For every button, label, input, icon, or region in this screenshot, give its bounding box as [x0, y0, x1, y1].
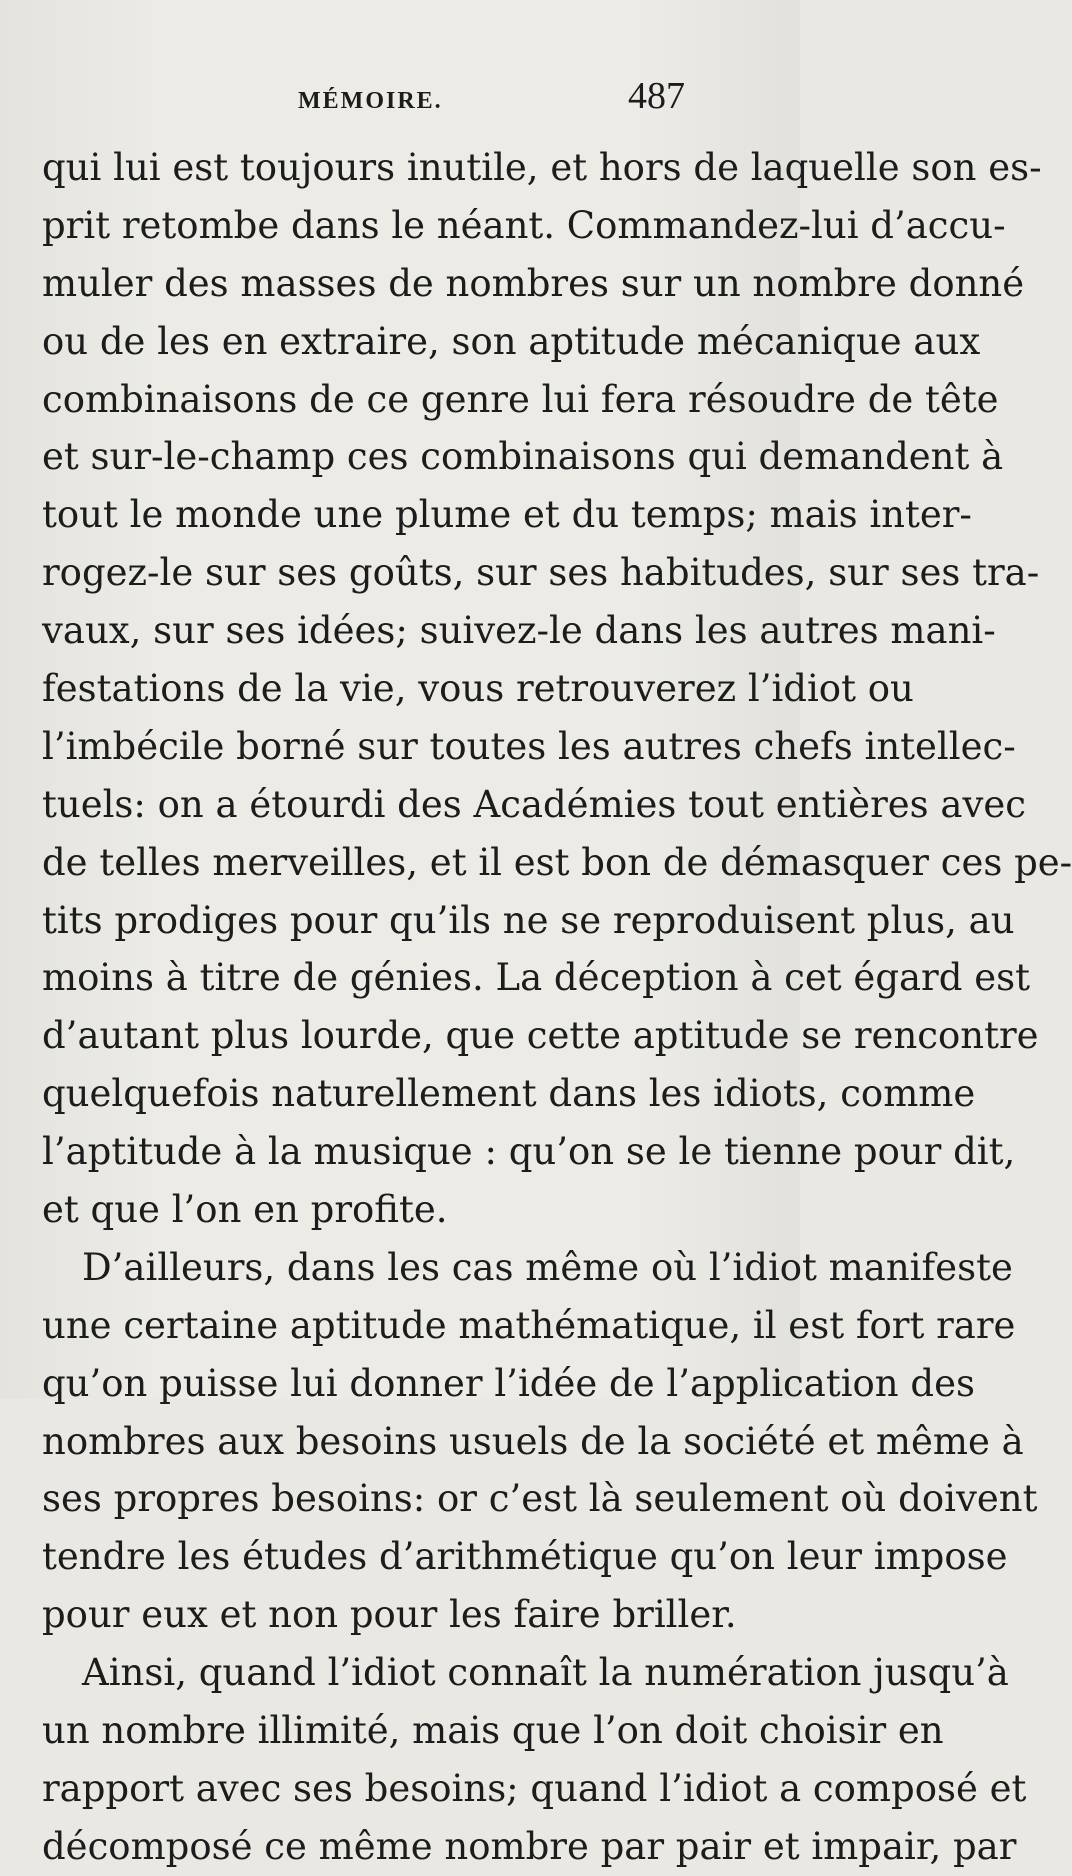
text-line: et sur-le-champ ces combinaisons qui demandent à — [42, 435, 1004, 479]
text-line: rapport avec ses besoins; quand l’idiot a composé et — [42, 1766, 1027, 1810]
text-line: tout le monde une plume et du temps; mais inter- — [42, 493, 972, 537]
text-line: festations de la vie, vous retrouverez l’idiot ou — [42, 667, 914, 711]
paragraph-end-line: pour eux et non pour les faire briller. — [42, 1593, 737, 1637]
text-line: rogez-le sur ses goûts, sur ses habitudes, sur ses tra- — [42, 551, 1040, 595]
text-line: qu’on puisse lui donner l’idée de l’application des — [42, 1361, 975, 1405]
text-line: prit retombe dans le néant. Commandez-lui d’accu- — [42, 203, 1006, 247]
text-line: de telles merveilles, et il est bon de démasquer ces pe- — [42, 840, 1072, 884]
text-line: l’aptitude à la musique : qu’on se le tienne pour dit, — [42, 1130, 1016, 1174]
body-text — [42, 139, 1072, 1876]
text-line: combinaisons de ce genre lui fera résoudre de tête — [42, 377, 999, 421]
text-line: muler des masses de nombres sur un nombre donné — [42, 261, 1025, 305]
text-line: moins à titre de génies. La déception à cet égard est — [42, 956, 1030, 1000]
paragraph-start-line: D’ailleurs, dans les cas même où l’idiot manifeste — [82, 1245, 1013, 1289]
text-line: nombres aux besoins usuels de la société et même à — [42, 1419, 1024, 1463]
text-line: quelquefois naturellement dans les idiots, comme — [42, 1072, 976, 1116]
paragraph-start-line: Ainsi, quand l’idiot connaît la numération jusqu’à — [82, 1651, 1009, 1695]
text-line: tendre les études d’arithmétique qu’on leur impose — [42, 1535, 1008, 1579]
text-line: ses propres besoins: or c’est là seulement où doivent — [42, 1477, 1038, 1521]
page-number: 487 — [628, 75, 685, 117]
text-line: l’imbécile borné sur toutes les autres chefs intellec- — [42, 724, 1016, 768]
text-line: qui lui est toujours inutile, et hors de laquelle son es- — [42, 146, 1042, 189]
text-line: d’autant plus lourde, que cette aptitude se rencontre — [42, 1014, 1039, 1058]
text-line: une certaine aptitude mathématique, il est fort rare — [42, 1303, 1016, 1347]
running-title: MÉMOIRE. — [298, 88, 443, 114]
text-line: tuels: on a étourdi des Académies tout entières avec — [42, 782, 1026, 826]
text-line: décomposé ce même nombre par pair et impair, par — [42, 1824, 1017, 1868]
text-line: ou de les en extraire, son aptitude mécanique aux — [42, 319, 981, 363]
page-header — [0, 74, 800, 124]
text-line: vaux, sur ses idées; suivez-le dans les autres mani- — [42, 609, 996, 653]
text-line: tits prodiges pour qu’ils ne se reproduisent plus, au — [42, 898, 1015, 942]
text-line: un nombre illimité, mais que l’on doit choisir en — [42, 1709, 944, 1753]
paragraph-end-line: et que l’on en profite. — [42, 1188, 448, 1232]
